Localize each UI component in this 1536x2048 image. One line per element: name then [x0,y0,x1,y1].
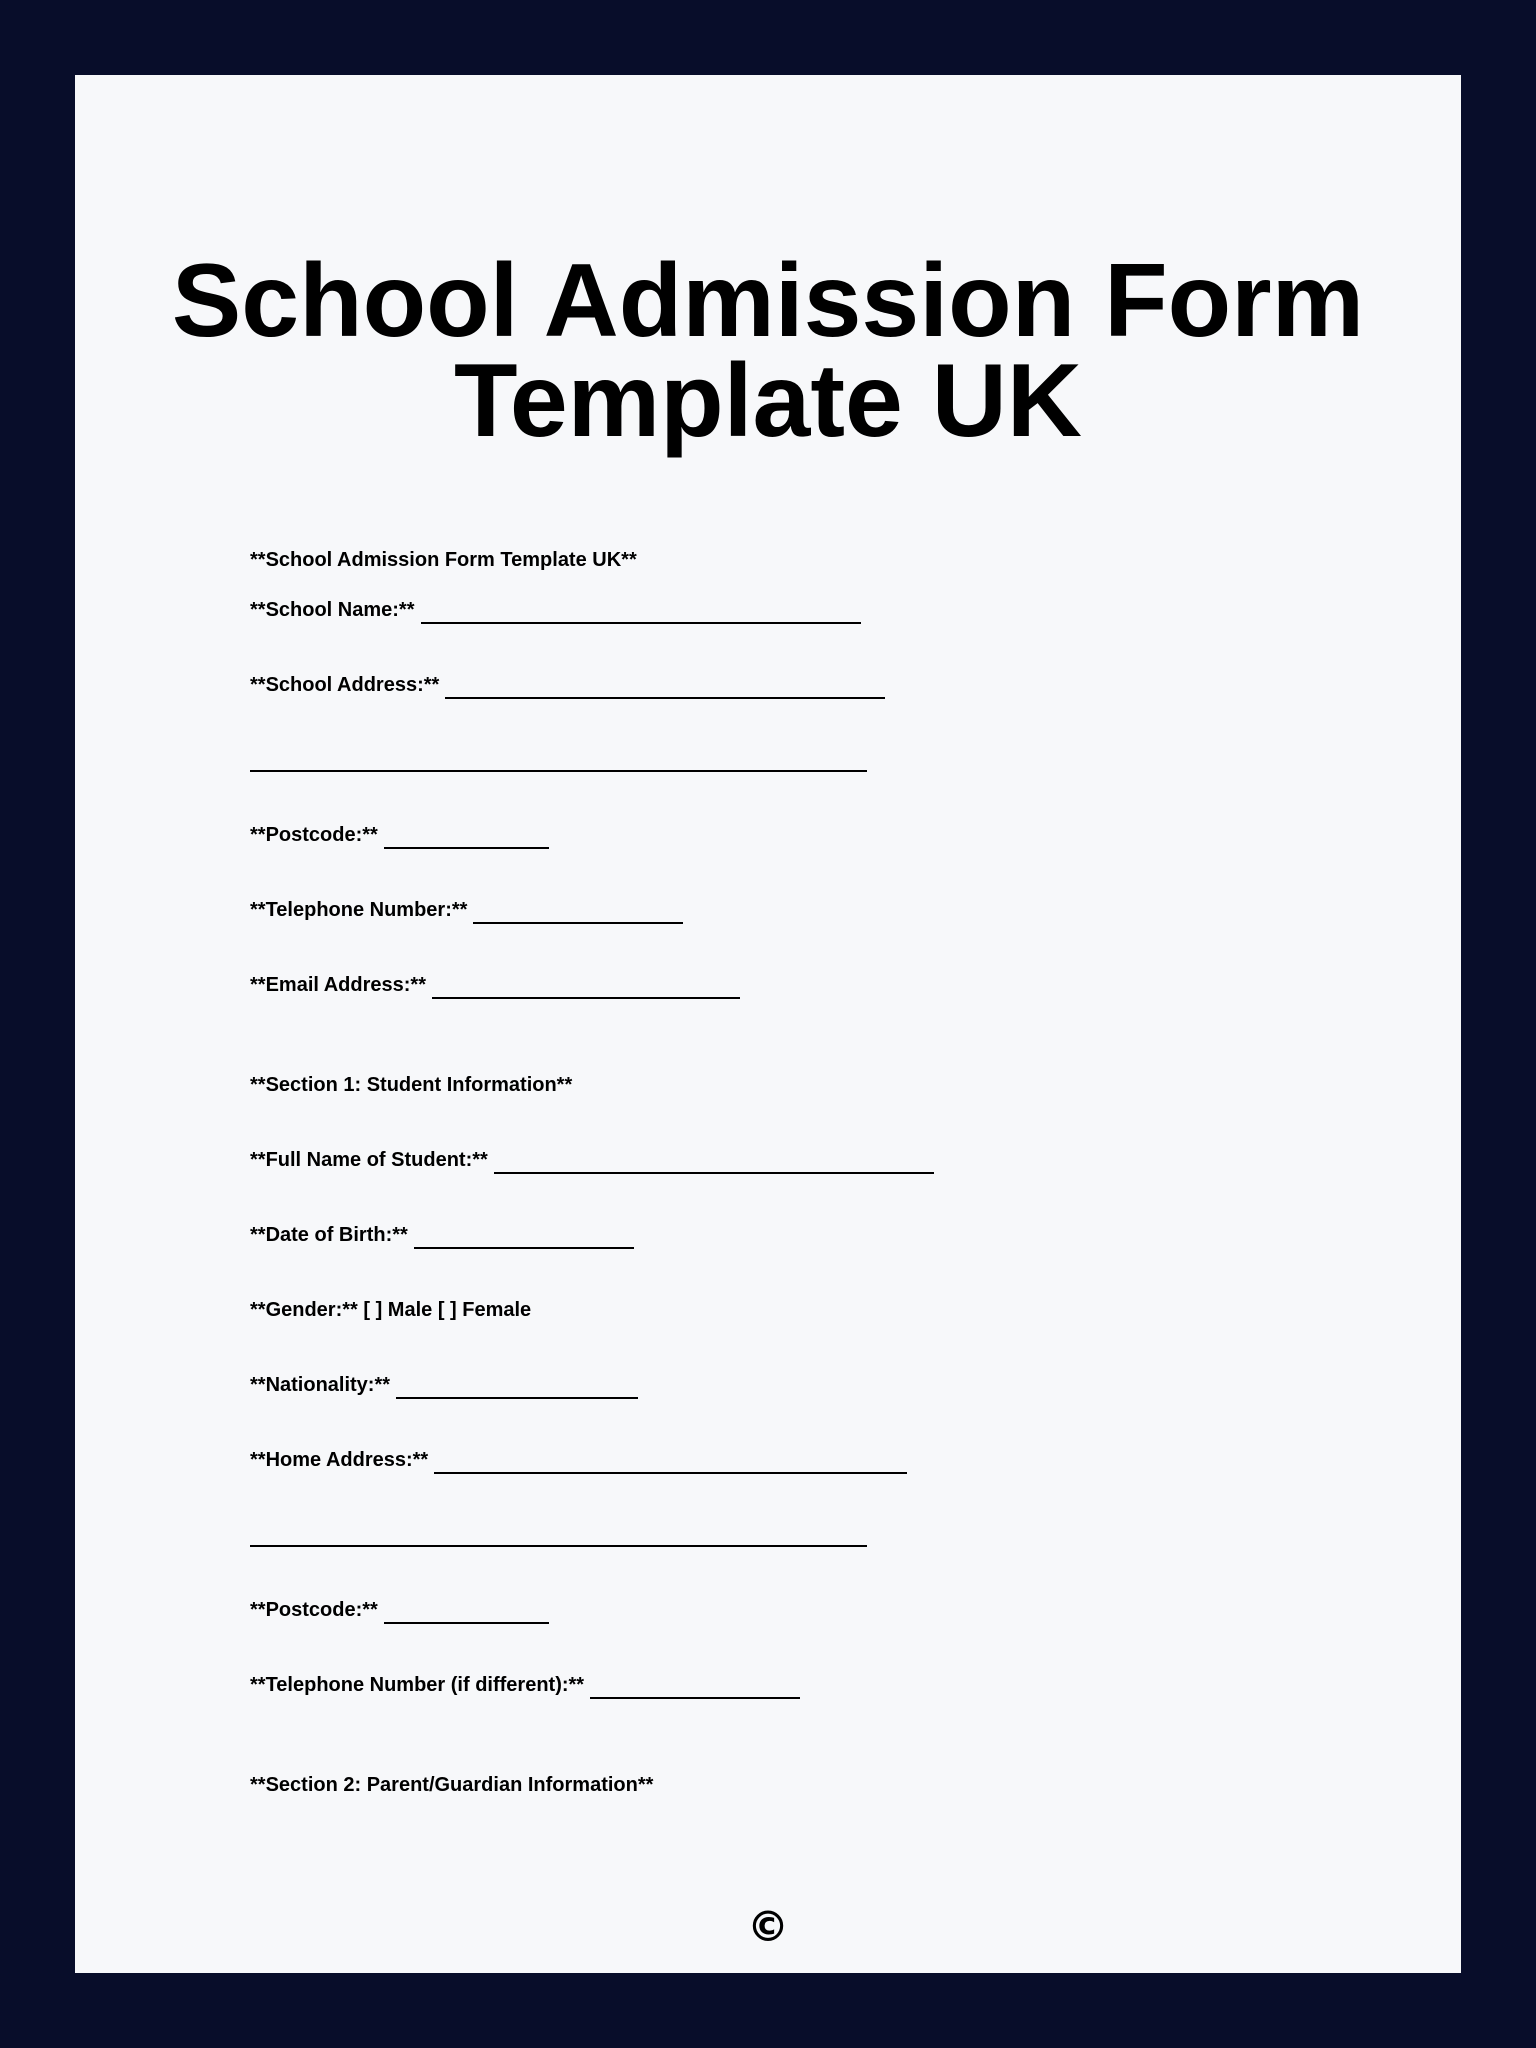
student-dob-row [250,1223,634,1247]
student-home-address-line-2[interactable] [250,1545,867,1547]
document-title [75,243,1461,459]
school-address-field[interactable] [445,683,885,699]
school-name-row [250,598,861,622]
student-nationality-row [250,1373,638,1397]
student-gender-row [250,1298,531,1322]
school-email-field[interactable] [432,983,740,999]
student-nationality-label: **Nationality:** [250,1374,391,1396]
student-home-address-row [250,1448,907,1472]
student-dob-label: **Date of Birth:** [250,1224,408,1246]
student-postcode-label: **Postcode:** [250,1599,378,1621]
school-telephone-row [250,898,683,922]
section-1-heading [250,1073,572,1097]
section-1-heading-text: **Section 1: Student Information** [250,1074,573,1096]
school-postcode-row [250,823,549,847]
school-address-row [250,673,885,697]
copyright-icon: © [747,1902,789,1951]
student-name-field[interactable] [494,1158,934,1174]
school-address-label: **School Address:** [250,674,440,696]
section-2-heading [250,1773,653,1797]
title-line-2: Template UK [454,343,1082,459]
student-home-address-label: **Home Address:** [250,1449,429,1471]
student-dob-field[interactable] [414,1233,634,1249]
school-postcode-label: **Postcode:** [250,824,378,846]
document-page [75,75,1461,1973]
student-postcode-field[interactable] [384,1608,549,1624]
school-email-row [250,973,740,997]
student-telephone-field[interactable] [590,1683,800,1699]
school-name-field[interactable] [421,608,861,624]
school-postcode-field[interactable] [384,833,549,849]
student-telephone-label: **Telephone Number (if different):** [250,1674,585,1696]
student-name-row [250,1148,934,1172]
school-telephone-field[interactable] [473,908,683,924]
school-name-label: **School Name:** [250,599,415,621]
student-telephone-row [250,1673,800,1697]
section-2-heading-text: **Section 2: Parent/Guardian Information** [250,1774,654,1796]
title-line-1: School Admission Form [171,243,1365,359]
student-gender-options[interactable]: **Gender:** [ ] Male [ ] Female [250,1299,532,1321]
student-nationality-field[interactable] [396,1383,638,1399]
school-address-line-2[interactable] [250,770,867,772]
school-telephone-label: **Telephone Number:** [250,899,468,921]
student-postcode-row [250,1598,549,1622]
form-header-label [250,548,637,572]
student-home-address-field[interactable] [434,1458,907,1474]
school-email-label: **Email Address:** [250,974,426,996]
student-name-label: **Full Name of Student:** [250,1149,488,1171]
form-header-text: **School Admission Form Template UK** [250,549,637,571]
